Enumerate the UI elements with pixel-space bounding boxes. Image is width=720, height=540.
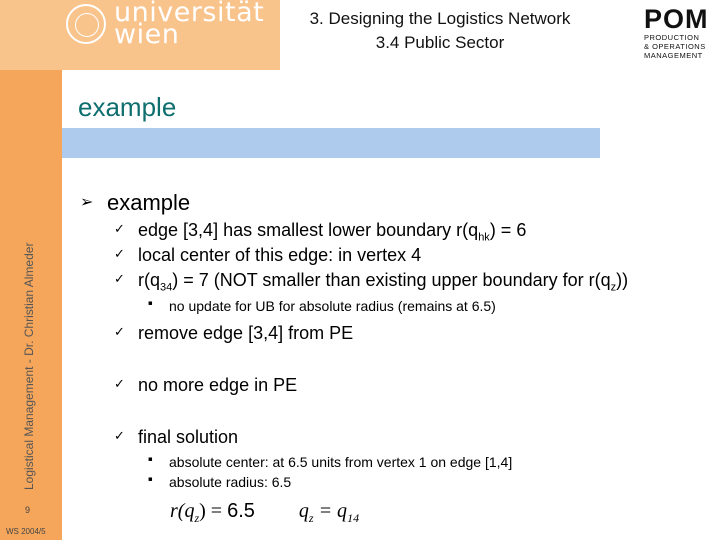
slide-title: example — [78, 92, 177, 122]
check-icon: ✓ — [114, 429, 125, 444]
page-number: 9 — [25, 505, 31, 515]
chapter-title-line1: 3. Designing the Logistics Network — [309, 9, 571, 28]
author-vertical-text: Logistical Management - Dr. Christian Almeder — [22, 242, 36, 490]
arrow-bullet-icon: ➢ — [80, 192, 94, 211]
check-icon: ✓ — [114, 377, 125, 392]
university-logo-band — [62, 0, 280, 70]
sidebar-top-band — [0, 0, 62, 70]
check-icon: ✓ — [114, 272, 125, 287]
title-underline-bar — [62, 128, 600, 158]
chapter-title-line2: 3.4 Public Sector — [375, 33, 505, 52]
university-logo-text: universität wien — [114, 0, 265, 50]
square-bullet-icon: ▪ — [148, 455, 153, 463]
pom-logo: POM PRODUCTION & OPERATIONS MANAGEMENT — [644, 4, 709, 60]
chapter-title — [270, 7, 610, 55]
check-icon: ✓ — [114, 222, 125, 237]
semester-label: WS 2004/5 — [6, 527, 46, 536]
university-seal-icon — [66, 4, 106, 44]
main-bullet-text: example — [107, 190, 191, 215]
square-bullet-icon: ▪ — [148, 475, 153, 483]
check-icon: ✓ — [114, 325, 125, 340]
check-icon: ✓ — [114, 247, 125, 262]
square-bullet-icon: ▪ — [148, 299, 153, 307]
solution-formula: $r(q_z) = 6.5$ $q_z = q_{14}$ — [170, 500, 360, 525]
